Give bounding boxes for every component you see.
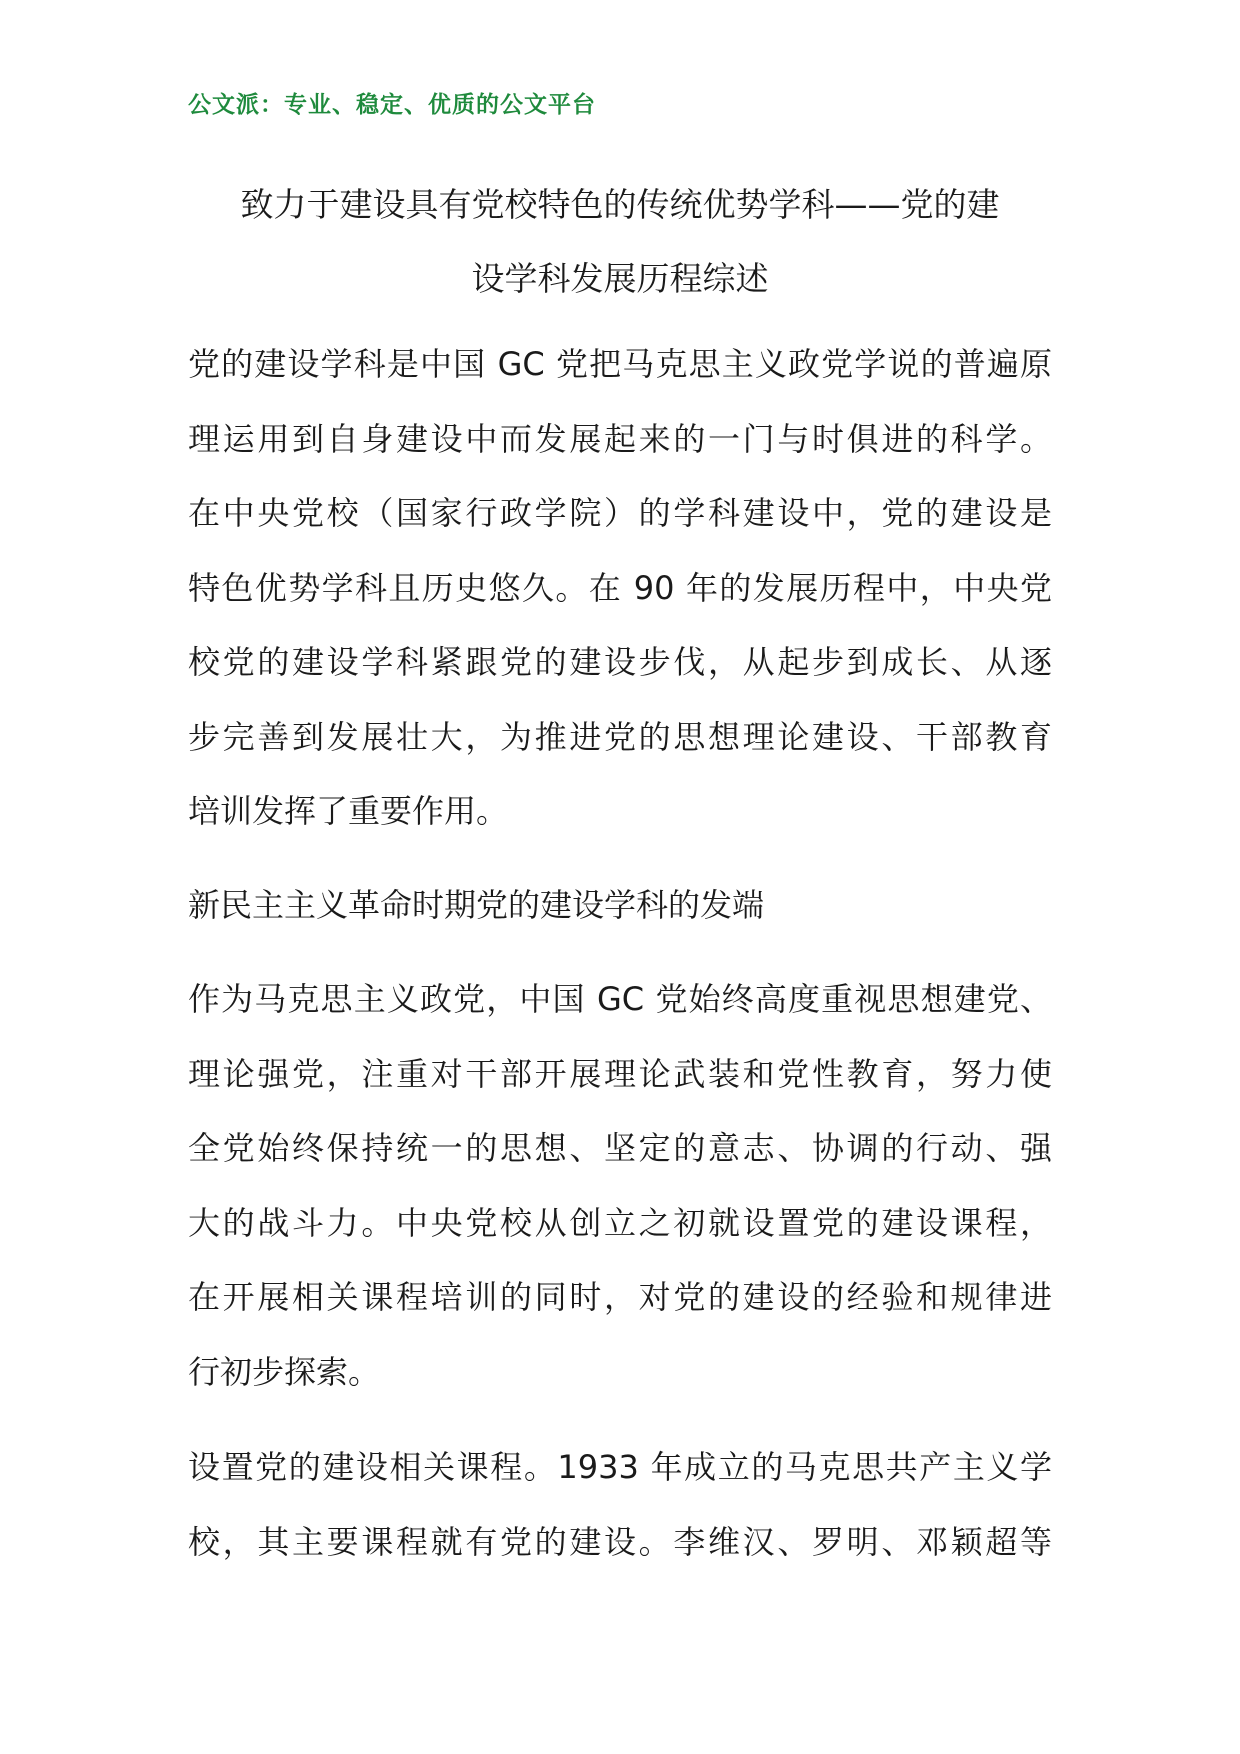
paragraph-line: 培训发挥了重要作用。 — [188, 792, 509, 830]
document-title — [188, 168, 1052, 316]
title-line: 致力于建设具有党校特色的传统优势学科——党的建 — [240, 185, 1000, 224]
paragraph-line: 校党的建设学科紧跟党的建设步伐，从起步到成长、从逐 — [188, 643, 1052, 681]
paragraph-line: 校，其主要课程就有党的建设。李维汉、罗明、邓颖超等 — [188, 1522, 1052, 1561]
section-heading — [188, 868, 1052, 943]
paragraph-line: 理运用到自身建设中而发展起来的一门与时俱进的科学。 — [188, 419, 1052, 458]
paragraph-line: 设置党的建设相关课程。1933 年成立的马克思共产主义学 — [188, 1448, 1052, 1486]
section-heading-text: 新民主主义革命时期党的建设学科的发端 — [188, 886, 765, 924]
header-banner: 公文派：专业、稳定、优质的公文平台 — [188, 92, 596, 118]
paragraph-line: 作为马克思主义政党，中国 GC 党始终高度重视思想建党、 — [188, 980, 1052, 1018]
paragraph-line: 大的战斗力。中央党校从创立之初就设置党的建设课程， — [188, 1203, 1052, 1242]
paragraph-marxist-party — [188, 962, 1052, 1409]
paragraph-line: 行初步探索。 — [188, 1352, 381, 1391]
paragraph-line: 步完善到发展壮大，为推进党的思想理论建设、干部教育 — [188, 717, 1052, 756]
paragraph-courses — [188, 1430, 1052, 1579]
paragraph-line: 全党始终保持统一的思想、坚定的意志、协调的行动、强 — [188, 1129, 1052, 1167]
paragraph-intro — [188, 327, 1052, 849]
paragraph-line: 在开展相关课程培训的同时，对党的建设的经验和规律进 — [188, 1278, 1052, 1316]
title-line: 设学科发展历程综述 — [471, 259, 769, 298]
paragraph-line: 理论强党，注重对干部开展理论武装和党性教育，努力使 — [188, 1054, 1052, 1093]
paragraph-line: 党的建设学科是中国 GC 党把马克思主义政党学说的普遍原 — [188, 345, 1052, 383]
paragraph-line: 特色优势学科且历史悠久。在 90 年的发展历程中，中央党 — [188, 568, 1052, 607]
paragraph-line: 在中央党校（国家行政学院）的学科建设中，党的建设是 — [188, 494, 1052, 532]
